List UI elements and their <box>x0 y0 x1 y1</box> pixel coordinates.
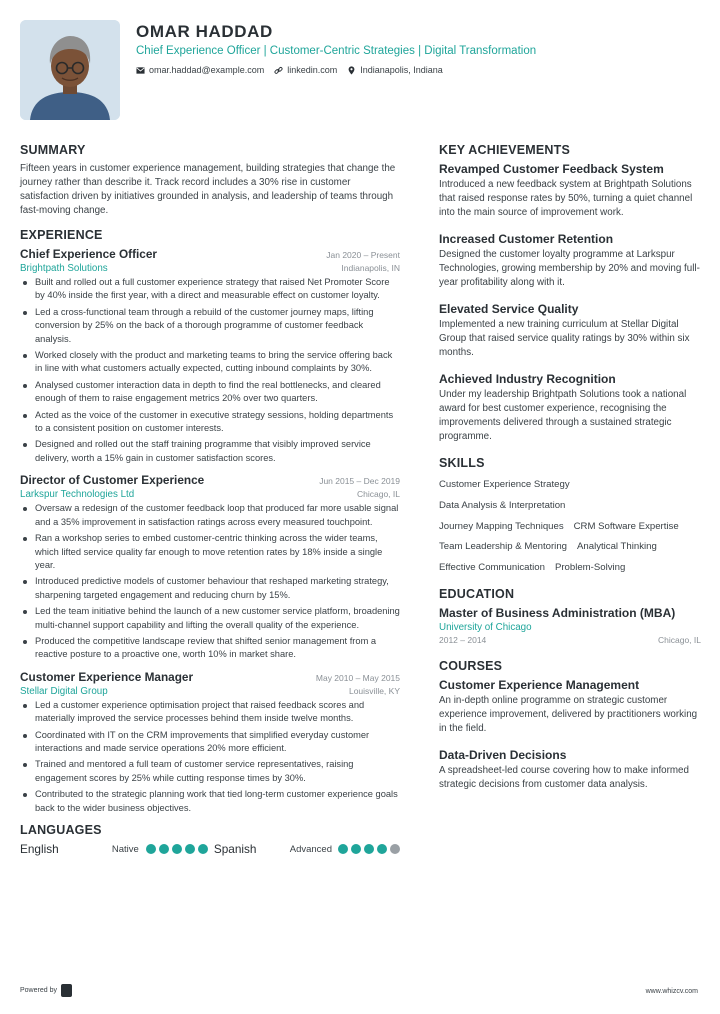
skills-section <box>439 456 701 579</box>
summary-text: Fifteen years in customer experience management, building strategies that change the journey rather than describe it. Track record includes a 30% rise in customer satisfaction driven by initiatives grounded in analysis, and leadership of teams through fast-moving change. <box>20 163 396 216</box>
language-level: Native <box>111 843 139 855</box>
job-date: Jan 2020 – Present <box>326 250 400 260</box>
bullet-item: Contributed to the strategic planning work that tied long-term customer experience goals back to the wider business objectives. <box>20 788 400 815</box>
education-section <box>439 587 701 645</box>
job-company: Stellar Digital Group <box>20 685 108 697</box>
bullet-item: Introduced predictive models of customer behaviour that reshaped marketing strategy, sharpening targeted engagement and reducing churn by 15%. <box>20 575 400 602</box>
rating-dot-filled <box>351 844 361 854</box>
achievement-text: Introduced a new feedback system at Brightpath Solutions that raised response rates by 50%, turning a quiet channel into the main source of improvement work. <box>439 179 693 218</box>
job-location: Chicago, IL <box>357 489 400 500</box>
skill-item: Analytical Thinking <box>577 541 657 553</box>
powered-by[interactable] <box>20 984 72 997</box>
achievement-item <box>439 232 701 290</box>
achievement-text: Designed the customer loyalty programme at Larkspur Technologies, growing membership by 20% and moving full-year profitability along with it. <box>439 249 700 288</box>
linkedin-text: linkedin.com <box>287 65 338 75</box>
bullet-item: Coordinated with IT on the CRM improvements that simplified everyday customer interactions and made service operations 20% more efficient. <box>20 729 400 756</box>
skill-item: Effective Communication <box>439 562 545 574</box>
job-company: Larkspur Technologies Ltd <box>20 489 135 501</box>
achievement-item <box>439 302 701 360</box>
location-text: Indianapolis, Indiana <box>360 65 443 75</box>
contact-row <box>136 65 443 75</box>
job-location: Louisville, KY <box>348 685 400 696</box>
skill-item: Data Analysis & Interpretation <box>439 499 566 511</box>
achievement-item <box>439 372 701 444</box>
languages-heading: LANGUAGES <box>20 823 102 837</box>
bullet-item: Designed and rolled out the staff training programme that visibly improved service delivery, worth a 15% gain in customer satisfaction scores. <box>20 438 400 465</box>
contact-linkedin[interactable] <box>274 65 337 75</box>
rating-dot-filled <box>377 844 387 854</box>
achievement-text: Under my leadership Brightpath Solutions took a national award for best customer experience, recognising the improvements delivered through a sustained strategic programme. <box>439 389 687 442</box>
email-text: omar.haddad@example.com <box>149 65 265 75</box>
achievements-section <box>439 143 701 444</box>
education-dates: 2012 – 2014 <box>439 634 487 645</box>
language-rating <box>146 844 208 854</box>
contact-location <box>347 65 443 75</box>
language-rating <box>338 844 400 854</box>
left-column <box>20 143 400 856</box>
bullet-item: Oversaw a redesign of the customer feedback loop that produced far more usable signal and a 35% improvement in satisfaction ratings across every measured touchpoint. <box>20 502 400 529</box>
skills-heading: SKILLS <box>439 456 485 470</box>
summary-section <box>20 143 400 218</box>
brand-logo-icon <box>61 984 72 997</box>
skill-item: CRM Software Expertise <box>573 520 679 532</box>
bullet-item: Led a cross-functional team through a rebuild of the customer journey maps, lifting conversion by 25% on the back of a thorough programme of customer feedback analysis. <box>20 306 400 346</box>
rating-dot-filled <box>172 844 182 854</box>
bullet-item: Led the team initiative behind the launch of a new customer service platform, broadening multi-channel support capability and lifting the overall quality of the experience. <box>20 605 400 632</box>
skill-item: Problem-Solving <box>554 562 626 574</box>
skill-item: Journey Mapping Techniques <box>439 520 564 532</box>
job-title: Customer Experience Manager <box>20 669 194 684</box>
avatar <box>20 20 120 120</box>
bullet-item: Acted as the voice of the customer in executive strategy sessions, holding departments to a consistent position on customer interests. <box>20 409 400 436</box>
skills-list <box>439 475 701 579</box>
powered-by-text: Powered by <box>20 987 57 994</box>
courses-section <box>439 659 701 792</box>
achievements-heading: KEY ACHIEVEMENTS <box>439 143 571 157</box>
job-date: May 2010 – May 2015 <box>315 672 400 683</box>
achievement-item <box>439 162 701 220</box>
job-bullets <box>20 276 400 465</box>
language-level: Advanced <box>289 843 332 855</box>
degree-title: Master of Business Administration (MBA) <box>439 605 676 620</box>
right-column <box>439 143 701 804</box>
course-title: Customer Experience Management <box>439 677 640 692</box>
languages-section <box>20 823 400 856</box>
job-company: Brightpath Solutions <box>20 263 108 274</box>
summary-heading: SUMMARY <box>20 143 86 157</box>
school-name: University of Chicago <box>439 621 532 633</box>
job-title: Chief Experience Officer <box>20 247 158 261</box>
skill-item: Customer Experience Strategy <box>439 479 570 490</box>
achievement-title: Elevated Service Quality <box>439 302 579 316</box>
course-item <box>439 748 701 792</box>
experience-heading: EXPERIENCE <box>20 228 103 242</box>
rating-dot-filled <box>146 844 156 854</box>
bullet-item: Worked closely with the product and marketing teams to bring the service offering back in line with what customers actually expected, cutting inbound complaints by 30%. <box>20 349 400 376</box>
job-entry <box>20 473 400 661</box>
courses-heading: COURSES <box>439 658 503 673</box>
candidate-name: OMAR HADDAD <box>136 22 273 41</box>
course-item <box>439 678 701 736</box>
job-entry <box>20 670 400 815</box>
resume-header <box>20 20 700 120</box>
achievement-text: Implemented a new training curriculum at Stellar Digital Group that raised service quality ratings by 30% within six months. <box>439 319 690 358</box>
rating-dot-filled <box>185 844 195 854</box>
education-heading: EDUCATION <box>439 586 515 601</box>
skill-item: Team Leadership & Mentoring <box>439 541 567 553</box>
bullet-item: Built and rolled out a full customer experience strategy that raised Net Promoter Score by 40% inside the first year, with a direct and measurable effect on customer loyalty. <box>20 276 400 303</box>
rating-dot-filled <box>198 844 208 854</box>
job-title: Director of Customer Experience <box>20 473 205 488</box>
bullet-item: Analysed customer interaction data in depth to find the real bottlenecks, and cleared enough of them to raise engagement metrics 20% over two quarters. <box>20 379 400 406</box>
rating-dot-filled <box>159 844 169 854</box>
email-icon <box>136 66 145 75</box>
achievement-title: Revamped Customer Feedback System <box>439 162 664 176</box>
job-bullets <box>20 699 400 815</box>
rating-dot-filled <box>338 844 348 854</box>
language-name: English <box>20 842 59 856</box>
bullet-item: Led a customer experience optimisation project that raised feedback scores and materially improved the service processes behind them inside twelve months. <box>20 699 400 726</box>
experience-section <box>20 228 400 815</box>
job-date: Jun 2015 – Dec 2019 <box>319 476 400 487</box>
rating-dot-empty <box>390 844 400 854</box>
course-text: A spreadsheet-led course covering how to make informed strategic decisions from customer data analysis. <box>439 764 689 790</box>
link-icon <box>274 66 283 75</box>
achievement-title: Achieved Industry Recognition <box>439 372 616 386</box>
bullet-item: Ran a workshop series to embed customer-centric thinking across the wider teams, which lifted service quality far enough to move retention rates by 18% inside a single year. <box>20 532 400 572</box>
rating-dot-filled <box>364 844 374 854</box>
job-entry <box>20 247 400 465</box>
language-list <box>20 842 400 856</box>
job-bullets <box>20 502 400 661</box>
bullet-item: Produced the competitive landscape review that shifted senior management from a reactive posture to a proactive one, worth 10% in market share. <box>20 635 400 662</box>
location-pin-icon <box>347 66 356 75</box>
person-avatar-icon <box>20 20 120 120</box>
education-location: Chicago, IL <box>658 634 701 645</box>
contact-email[interactable] <box>136 65 264 75</box>
footer-site-link[interactable]: www.whizcv.com <box>645 988 698 995</box>
achievement-title: Increased Customer Retention <box>439 232 614 246</box>
language-name: Spanish <box>213 842 257 856</box>
candidate-headline: Chief Experience Officer | Customer-Centric Strategies | Digital Transformation <box>136 45 537 57</box>
job-location: Indianapolis, IN <box>341 263 400 273</box>
course-title: Data-Driven Decisions <box>439 747 567 762</box>
bullet-item: Trained and mentored a full team of customer service representatives, raising engagement scores by 25% while cutting response times by 30%. <box>20 758 400 785</box>
course-text: An in-depth online programme on strategic customer experience improvement, delivered by practitioners working in the field. <box>439 694 698 734</box>
